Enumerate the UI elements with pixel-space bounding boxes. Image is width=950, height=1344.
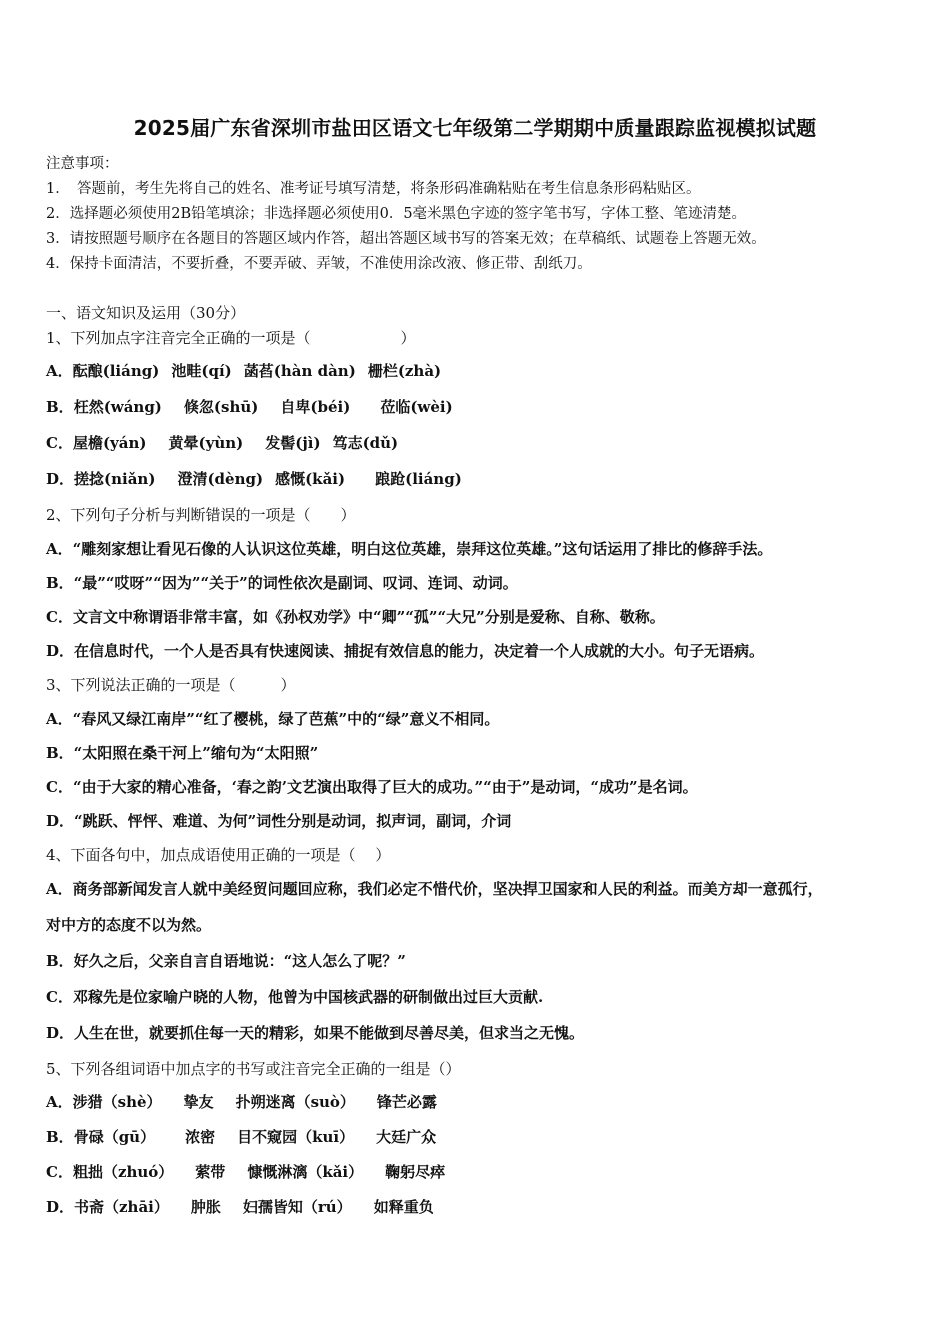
question-5-option-c — [46, 1161, 445, 1182]
question-3-option-b: B．“太阳照在桑干河上”缩句为“太阳照” — [46, 744, 319, 762]
option-letter: A． — [46, 1093, 73, 1111]
question-2-option-a: A．“雕刻家想让看见石像的人认识这位英雄，明白这位英雄，崇拜这位英雄。”这句话运用了排比的修辞手法。 — [46, 540, 773, 558]
question-4-option-c: C．邓稼先是位家喻户晓的人物，他曾为中国核武器的研制做出过巨大贡献. — [46, 988, 544, 1006]
section-heading: 一、语文知识及运用（30分） — [46, 304, 246, 322]
option-letter: C． — [46, 1163, 73, 1181]
option-word: 菡萏(hàn dàn) — [243, 362, 356, 380]
question-4-option-b: B．好久之后，父亲自言自语地说：“这人怎么了呢？” — [46, 952, 406, 970]
option-word: 池畦(qí) — [171, 362, 232, 380]
question-2-option-b: B．“最”“哎呀”“因为”“关于”的词性依次是副词、叹词、连词、动词。 — [46, 574, 518, 592]
option-word: 锋芒必露 — [376, 1093, 437, 1111]
option-letter: B． — [46, 1128, 74, 1146]
question-5-option-a — [46, 1091, 437, 1112]
note-item: 4．保持卡面清洁，不要折叠，不要弄破、弄皱，不准使用涂改液、修正带、刮纸刀。 — [46, 256, 592, 272]
option-word: 倏忽(shū) — [183, 398, 259, 416]
option-letter: B． — [46, 398, 74, 416]
option-word: 粗拙（zhuó） — [72, 1163, 174, 1181]
note-item: 3．请按照题号顺序在各题目的答题区域内作答，超出答题区域书写的答案无效；在草稿纸、试题卷上答题无效。 — [46, 231, 766, 247]
option-word: 目不窥园（kuī） — [237, 1128, 355, 1146]
option-word: 涉猎（shè） — [72, 1093, 162, 1111]
question-4-option-a: A．商务部新闻发言人就中美经贸问题回应称，我们必定不惜代价，坚决捍卫国家和人民的利益。而美方却一意孤行， — [46, 880, 823, 898]
option-word: 妇孺皆知（rú） — [242, 1198, 352, 1216]
option-letter: D． — [46, 1198, 75, 1216]
question-3-option-a: A．“春风又绿江南岸”“红了樱桃，绿了芭蕉”中的“绿”意义不相同。 — [46, 710, 500, 728]
option-word: 澄清(dèng) — [177, 470, 264, 488]
option-word: 栅栏(zhà) — [367, 362, 442, 380]
question-5-stem: 5、下列各组词语中加点字的书写或注音完全正确的一组是（） — [46, 1060, 461, 1078]
question-1-option-a — [46, 360, 441, 381]
question-1-option-c — [46, 432, 398, 453]
question-5-option-b — [46, 1126, 436, 1147]
question-4-option-d: D．人生在世，就要抓住每一天的精彩，如果不能做到尽善尽美，但求当之无愧。 — [46, 1024, 585, 1042]
option-word: 书斋（zhāi） — [74, 1198, 169, 1216]
option-word: 挚友 — [183, 1093, 214, 1111]
option-word: 扑朔迷离（suò） — [235, 1093, 355, 1111]
option-word: 如释重负 — [373, 1198, 434, 1216]
option-word: 笃志(dǔ) — [332, 434, 399, 452]
note-item: 2．选择题必须使用2B铅笔填涂；非选择题必须使用0．5毫米黑色字迹的签字笔书写，字体工整、笔迹清楚。 — [46, 206, 747, 222]
option-word: 萦带 — [195, 1163, 226, 1181]
option-word: 感慨(kǎi) — [275, 470, 346, 488]
option-word: 鞠躬尽瘁 — [385, 1163, 446, 1181]
option-letter: C． — [46, 434, 73, 452]
question-1-option-d — [46, 468, 462, 489]
option-word: 黄晕(yùn) — [168, 434, 244, 452]
question-2-option-c: C．文言文中称谓语非常丰富，如《孙权劝学》中“卿”“孤”“大兄”分别是爱称、自称、敬称。 — [46, 608, 665, 626]
question-1-stem: 1、下列加点字注音完全正确的一项是（ ） — [46, 329, 416, 347]
question-4-option-a-cont: 对中方的态度不以为然。 — [46, 916, 212, 934]
notes-heading: 注意事项： — [46, 156, 119, 172]
page-title: 2025届广东省深圳市盐田区语文七年级第二学期期中质量跟踪监视模拟试题 — [133, 116, 817, 140]
option-word: 骨碌（gū） — [73, 1128, 156, 1146]
option-word: 发髻(jì) — [265, 434, 321, 452]
question-4-stem: 4、下面各句中，加点成语使用正确的一项是（ ） — [46, 846, 391, 864]
option-word: 自卑(béi) — [280, 398, 351, 416]
question-3-option-c: C．“由于大家的精心准备，‘春之韵’文艺演出取得了巨大的成功。”“由于”是动词，“成功”是名词。 — [46, 778, 698, 796]
option-word: 搓捻(niǎn) — [74, 470, 156, 488]
option-word: 枉然(wáng) — [73, 398, 162, 416]
option-word: 大廷广众 — [376, 1128, 437, 1146]
question-1-option-b — [46, 396, 453, 417]
option-word: 酝酿(liáng) — [72, 362, 160, 380]
option-word: 踉跄(liáng) — [375, 470, 462, 488]
option-word: 莅临(wèi) — [380, 398, 453, 416]
option-word: 慷慨淋漓（kǎi） — [247, 1163, 364, 1181]
option-word: 屋檐(yán) — [72, 434, 147, 452]
option-word: 浓密 — [185, 1128, 216, 1146]
question-3-option-d: D．“跳跃、怦怦、难道、为何”词性分别是动词，拟声词，副词，介词 — [46, 812, 512, 830]
option-letter: A． — [46, 362, 73, 380]
question-5-option-d — [46, 1196, 434, 1217]
option-word: 肿胀 — [190, 1198, 221, 1216]
question-2-stem: 2、下列句子分析与判断错误的一项是（ ） — [46, 506, 356, 524]
option-letter: D． — [46, 470, 75, 488]
note-item: 1． 答题前，考生先将自己的姓名、准考证号填写清楚，将条形码准确粘贴在考生信息条形码粘贴区。 — [46, 181, 701, 197]
question-2-option-d: D．在信息时代，一个人是否具有快速阅读、捕捉有效信息的能力，决定着一个人成就的大小。句子无语病。 — [46, 642, 765, 660]
question-3-stem: 3、下列说法正确的一项是（ ） — [46, 676, 296, 694]
